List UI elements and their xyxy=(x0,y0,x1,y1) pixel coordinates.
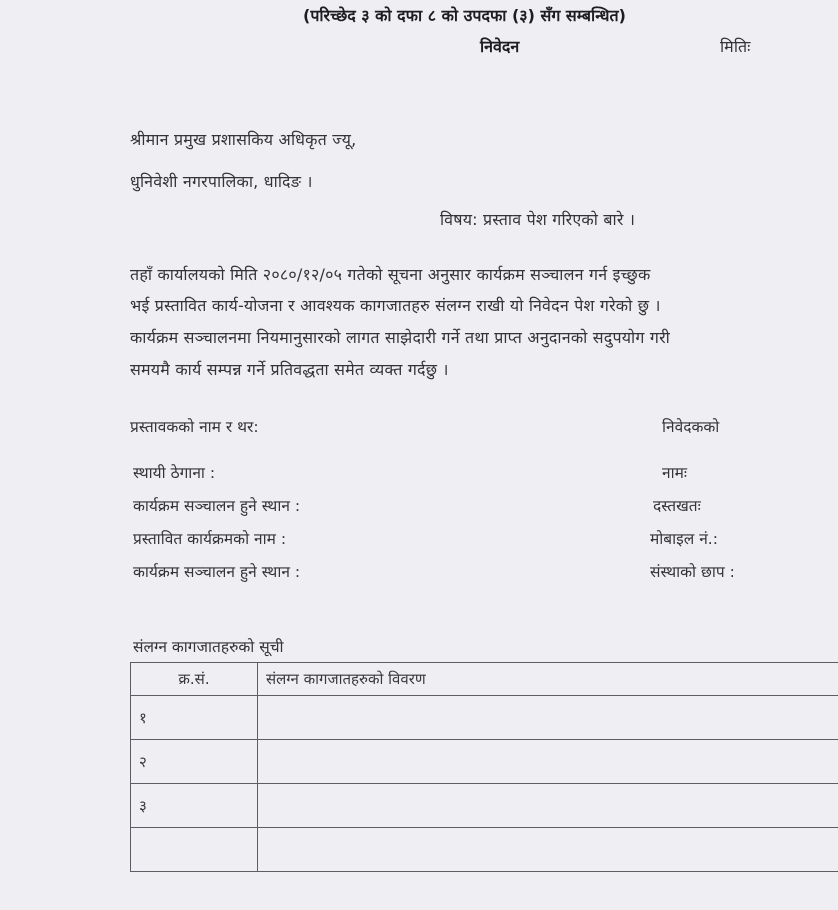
serial-number-cell: २ xyxy=(131,740,258,784)
mobile-number-label: मोबाइल नं.: xyxy=(650,530,718,548)
permanent-address-label: स्थायी ठेगाना : xyxy=(133,464,216,482)
description-header: संलग्न कागजातहरुको विवरण xyxy=(258,663,838,696)
body-line-1: तहाँ कार्यालयको मिति २०८०/१२/०५ गतेको सूचना अनुसार कार्यक्रम सञ्चालन गर्न इच्छुक xyxy=(130,265,651,284)
addressee-line-2: धुनिवेशी नगरपालिका, धादिङ । xyxy=(130,172,313,191)
body-line-3: कार्यक्रम सञ्चालनमा नियमानुसारको लागत साझेदारी गर्ने तथा प्राप्त अनुदानको सदुपयोग गरी xyxy=(130,328,670,347)
program-location-label-2: कार्यक्रम सञ्चालन हुने स्थान : xyxy=(133,563,301,581)
table-row xyxy=(131,828,838,872)
proposed-program-name-label: प्रस्तावित कार्यक्रमको नाम : xyxy=(133,530,287,548)
form-title: निवेदन xyxy=(480,37,520,56)
serial-number-header: क्र.सं. xyxy=(131,663,258,696)
organization-seal-label: संस्थाको छाप : xyxy=(650,563,735,581)
body-line-4: समयमै कार्य सम्पन्न गर्ने प्रतिवद्धता समेत व्यक्त गर्दछु । xyxy=(130,360,449,379)
serial-number-cell: ३ xyxy=(131,784,258,828)
signature-label: दस्तखतः xyxy=(653,497,701,515)
form-reference-subtitle: (परिच्छेद ३ को दफा ८ को उपदफा (३) सँग सम्बन्धित) xyxy=(303,6,626,25)
attachments-caption: संलग्न कागजातहरुको सूची xyxy=(133,638,284,656)
attachments-table xyxy=(130,662,838,872)
date-label: मितिः xyxy=(720,37,751,56)
description-cell xyxy=(258,696,838,740)
applicant-heading: निवेदकको xyxy=(662,418,720,436)
subject-line: विषय: प्रस्ताव पेश गरिएको बारे । xyxy=(440,210,636,229)
table-row xyxy=(131,784,838,828)
description-cell xyxy=(258,740,838,784)
table-header-row xyxy=(131,663,838,696)
serial-number-cell: १ xyxy=(131,696,258,740)
table-row xyxy=(131,740,838,784)
applicant-name-label: नामः xyxy=(662,464,688,482)
program-location-label: कार्यक्रम सञ्चालन हुने स्थान : xyxy=(133,497,301,515)
description-cell xyxy=(258,784,838,828)
description-cell xyxy=(258,828,838,872)
body-line-2: भई प्रस्तावित कार्य-योजना र आवश्यक कागजातहरु संलग्न राखी यो निवेदन पेश गरेको छु । xyxy=(130,296,661,315)
table-row xyxy=(131,696,838,740)
serial-number-cell xyxy=(131,828,258,872)
addressee-line-1: श्रीमान प्रमुख प्रशासकिय अधिकृत ज्यू, xyxy=(130,130,357,149)
proposer-heading: प्रस्तावकको नाम र थर: xyxy=(130,418,259,436)
